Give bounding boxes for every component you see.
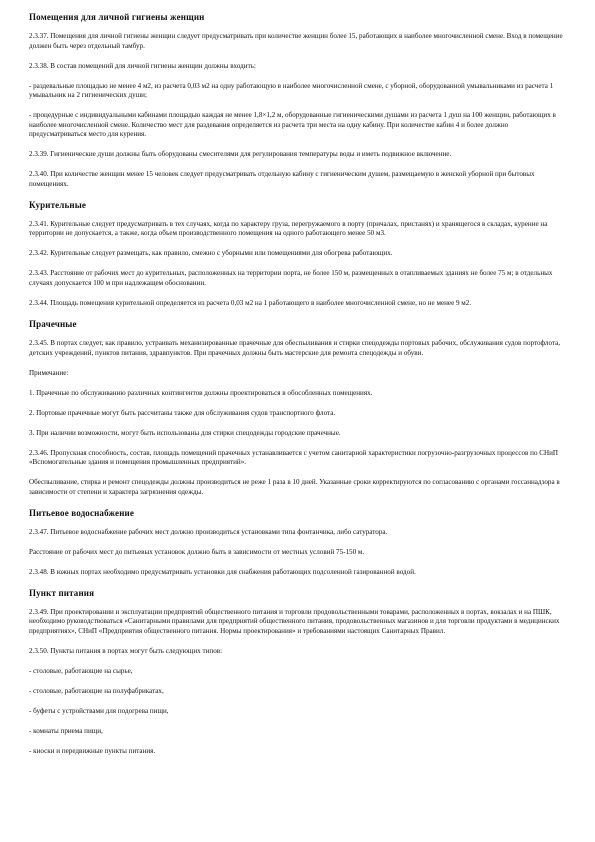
paragraph: - раздевальные площадью не менее 4 м2, из расчета 0,03 м2 на одну работающую в наиболее многочисленной смене, с уборной, оборудованной умывальниками из расчета 1 умывальник на 2 гигиенических души; (29, 81, 554, 100)
paragraph: - процедурные с индивидуальными кабинами площадью каждая не менее 1,8×1,2 м, оборудованные гигиеническими душами из расчета 1 душ на 100 женщин, работающих в наиболее многочисленной смене. Количество мест для раздевания определяется из расчета три места на одну кабину. При количестве кабин 4 и более должно предусматриваться место для курения. (29, 111, 556, 139)
section-heading: Помещения для личной гигиены женщин (29, 12, 205, 22)
paragraph: 2.3.50. Пункты питания в портах могут быть следующих типов: (29, 646, 223, 655)
paragraph: 2.3.42. Курительные следует размещать, как правило, смежно с уборными или помещениями для обогрева работающих. (29, 249, 393, 258)
paragraph: Обеспыливание, стирка и ремонт спецодежды должны производиться не реже 1 раза в 10 дней. Указанные сроки корректируются по согласованию с органами госсаннадзора в зависимости от степени и характера загрязнения одежды. (29, 478, 560, 496)
paragraph: 3. При наличии возможности, могут быть использованы для стирки спецодежды городские прачечные. (29, 428, 341, 437)
paragraph: 2.3.41. Курительные следует предусматривать в тех случаях, когда по характеру груза, перегружаемого в порту (причалах, пристанях) и хранящегося в складах, курение на территории не допускается, а также, когда объем производственного помещения на одного работающего менее 50 м3. (29, 219, 548, 238)
paragraph: - буфеты с устройствами для подогрева пищи, (29, 706, 169, 715)
paragraph: 2. Портовые прачечные могут быть рассчитаны также для обслуживания судов транспортного флота. (29, 408, 336, 417)
paragraph: 1. Прачечные по обслуживанию различных контингентов должны проектироваться в обособленных помещениях. (29, 388, 373, 397)
section-heading: Курительные (29, 199, 87, 210)
document-page (29, 12, 565, 767)
paragraph: 2.3.49. При проектировании и эксплуатации предприятий общественного питания и торговли продовольственными товарами, расположенных в портах, вокзалах и на ПШК, необходимо руководствоваться «Санитарными правилами для предприятий общественного питания, продовольственных магазинов и для торговли продуктами в медицинских предприятиях», СНиП «Предприятия общественного питания. Нормы проектирования» и требованиями настоящих Санитарных Правил. (29, 607, 560, 635)
paragraph: - киоски и передвижные пункты питания. (29, 746, 156, 755)
paragraph: 2.3.45. В портах следует, как правило, устраивать механизированные прачечные для обеспыливания и стирки спецодежды портовых рабочих, обслуживания судов портофлота, детских учреждений, пунктов питания, здравпунктов. При прачечных должны быть мастерские для ремонта спецодежды и обуви. (29, 339, 561, 357)
section-heading: Питьевое водоснабжение (29, 507, 135, 518)
paragraph: - столовые, работающие на сырье, (29, 666, 133, 675)
paragraph: 2.3.48. В южных портах необходимо предусматривать установки для снабжения работающих подсоленной газированной водой. (29, 567, 416, 576)
paragraph: 2.3.43. Расстояние от рабочих мест до курительных, расположенных на территории порта, не более 150 м, размещенных в отапливаемых зданиях не более 75 м; в отдельных случаях допускается 100 м при надлежащем обосновании. (29, 269, 553, 288)
paragraph: 2.3.44. Площадь помещения курительной определяется из расчета 0,03 м2 на 1 работающего в наиболее многочисленной смене, но не менее 9 м2. (29, 299, 472, 308)
paragraph: 2.3.39. Гигиенические души должны быть оборудованы смесителями для регулирования температуры воды и иметь подвижное включение. (29, 150, 452, 159)
paragraph: Расстояние от рабочих мест до питьевых установок должно быть в зависимости от местных условий 75-150 м. (29, 547, 365, 556)
section-heading: Прачечные (29, 319, 77, 329)
paragraph: 2.3.40. При количестве женщин менее 15 человек следует предусматривать отдельную кабину с гигиеническим душем, размещаемую в женской уборной при бытовых помещениях. (29, 170, 535, 188)
paragraph: 2.3.37. Помещения для личной гигиены женщин следует предусматривать при количестве женщин более 15, работающих в наиболее многочисленной смене. Вход в помещение должен быть через отдельный тамбур. (29, 32, 563, 50)
paragraph: Примечание: (29, 368, 69, 377)
paragraph: 2.3.38. В состав помещений для личной гигиены женщин должны входить: (29, 61, 256, 70)
section-heading: Пункт питания (29, 587, 95, 598)
paragraph: - столовые, работающие на полуфабрикатах, (29, 686, 164, 695)
paragraph: - комнаты приема пищи, (29, 726, 103, 735)
paragraph: 2.3.47. Питьевое водоснабжение рабочих мест должно производиться установками типа фонтанчика, либо сатуратора. (29, 527, 388, 536)
paragraph: 2.3.46. Пропускная способность, состав, площадь помещений прачечных устанавливается с учетом санитарной характеристики погрузочно-разгрузочных процессов по СНиП «Вспомогательные здания и помещения промышленных предприятий». (29, 448, 559, 467)
